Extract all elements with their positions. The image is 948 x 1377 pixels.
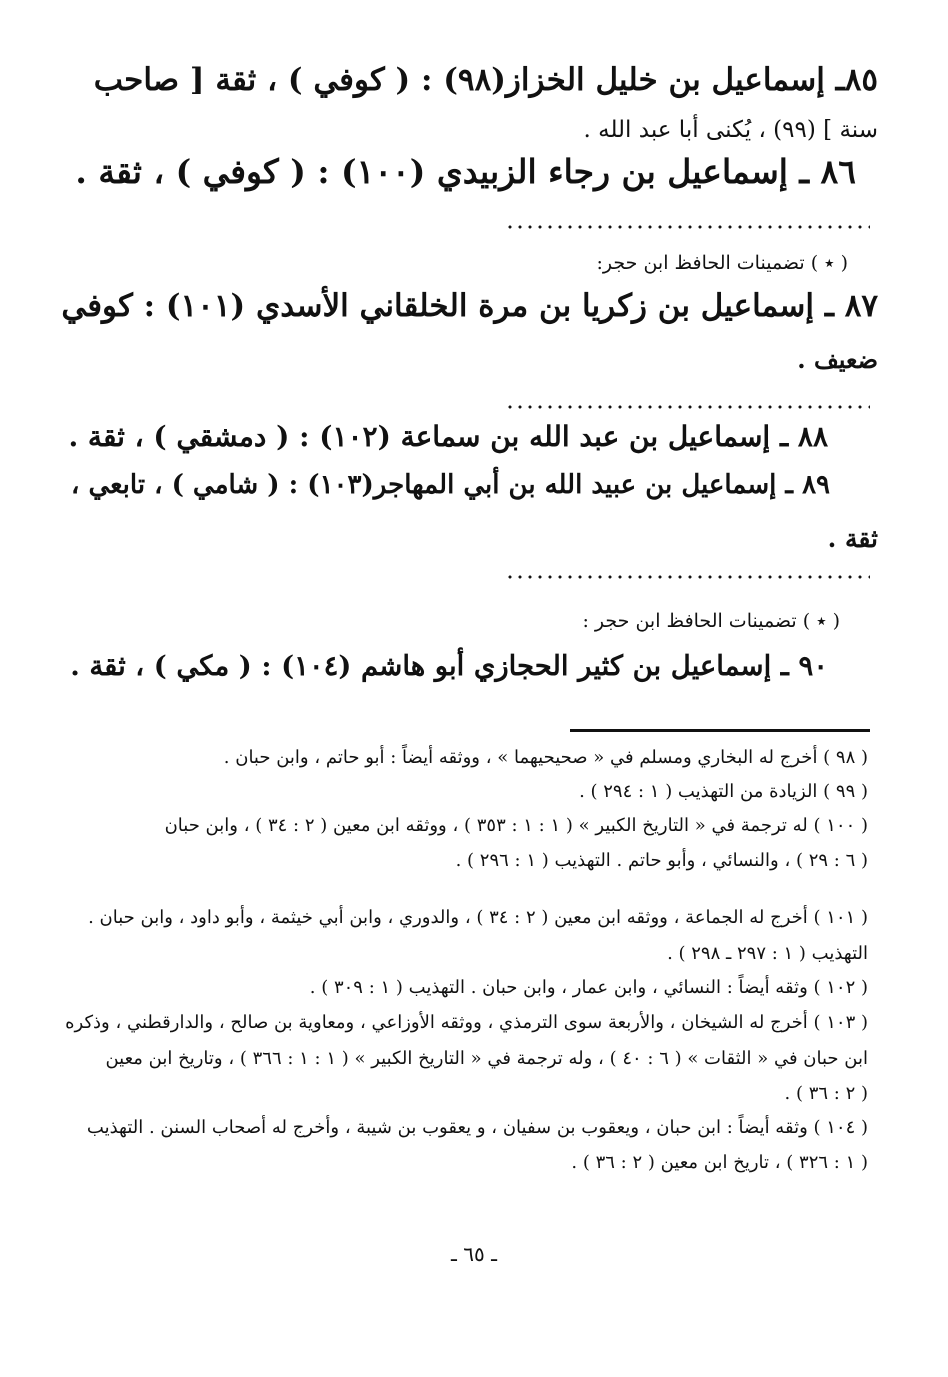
footnote-103-line-1: ( ١٠٣ ) أخرج له الشيخان ، والأربعة سوى الترمذي ، ووثقه الأوزاعي ، ومعاوية بن صالح ، والدارقطني ، وذكره bbox=[65, 1012, 868, 1033]
dotted-separator bbox=[505, 575, 870, 579]
entry-85-line-1: ٨٥ـ إسماعيل بن خليل الخزاز(٩٨) : ( كوفي ) ، ثقة [ صاحب bbox=[93, 62, 878, 98]
footnote-100-line-2: ( ٦ : ٢٩ ) ، والنسائي ، وأبو حاتم . التهذيب ( ١ : ٢٩٦ ) . bbox=[455, 850, 868, 871]
footnote-98: ( ٩٨ ) أخرج له البخاري ومسلم في « صحيحيهما » ، ووثقه أيضاً : أبو حاتم ، وابن حبان . bbox=[223, 747, 868, 768]
footnote-99: ( ٩٩ ) الزيادة من التهذيب ( ١ : ٢٩٤ ) . bbox=[579, 781, 868, 802]
entry-85-line-2: سنة ] (٩٩) ، يُكنى أبا عبد الله . bbox=[583, 117, 878, 143]
entry-87-line-1: ٨٧ ـ إسماعيل بن زكريا بن مرة الخلقاني الأسدي (١٠١) : كوفي bbox=[61, 288, 878, 324]
entry-88: ٨٨ ـ إسماعيل بن عبد الله بن سماعة (١٠٢) : ( دمشقي ) ، ثقة . bbox=[68, 420, 828, 453]
entry-90: ٩٠ ـ إسماعيل بن كثير الحجازي أبو هاشم (١٠٤) : ( مكي ) ، ثقة . bbox=[70, 650, 828, 682]
dotted-separator bbox=[505, 405, 870, 409]
footnote-104-line-1: ( ١٠٤ ) وثقه أيضاً : ابن حبان ، ويعقوب بن سفيان ، و يعقوب بن شيبة ، وأخرج له أصحاب السنن . التهذيب bbox=[86, 1117, 868, 1138]
page-number: ـ ٦٥ ـ bbox=[451, 1242, 497, 1266]
footnote-103-line-2: ابن حبان في « الثقات » ( ٦ : ٤٠ ) ، وله ترجمة في « التاريخ الكبير » ( ١ : ١ : ٣٦٦ ) ، وتاريخ ابن معين bbox=[105, 1048, 868, 1069]
footnote-100-line-1: ( ١٠٠ ) له ترجمة في « التاريخ الكبير » ( ١ : ١ : ٣٥٣ ) ، ووثقه ابن معين ( ٢ : ٣٤ ) ، وابن حبان bbox=[164, 815, 868, 836]
footnote-104-line-2: ( ١ : ٣٢٦ ) ، تاريخ ابن معين ( ٢ : ٣٦ ) . bbox=[571, 1152, 868, 1173]
footnote-101-line-2: التهذيب ( ١ : ٢٩٧ ـ ٢٩٨ ) . bbox=[667, 943, 868, 964]
footnote-102: ( ١٠٢ ) وثقه أيضاً : النسائي ، وابن عمار ، وابن حبان . التهذيب ( ١ : ٣٠٩ ) . bbox=[309, 977, 868, 998]
entry-89-line-2: ثقة . bbox=[827, 524, 878, 553]
footnote-101-line-1: ( ١٠١ ) أخرج له الجماعة ، ووثقه ابن معين ( ٢ : ٣٤ ) ، والدوري ، وابن أبي خيثمة ، وأبو داود ، وابن حبان . bbox=[88, 907, 868, 928]
entry-86: ٨٦ ـ إسماعيل بن رجاء الزبيدي (١٠٠) : ( كوفي ) ، ثقة . bbox=[75, 152, 856, 191]
entry-89-line-1: ٨٩ ـ إسماعيل بن عبيد الله بن أبي المهاجر(١٠٣) : ( شامي ) ، تابعي ، bbox=[71, 470, 830, 500]
dotted-separator bbox=[505, 225, 870, 229]
footnote-rule bbox=[570, 729, 870, 732]
footnote-103-line-3: ( ٢ : ٣٦ ) . bbox=[784, 1083, 868, 1104]
editor-note: ( ٭ ) تضمينات الحافظ ابن حجر: bbox=[596, 252, 848, 274]
entry-87-line-2: ضعيف . bbox=[797, 345, 878, 374]
editor-note: ( ٭ ) تضمينات الحافظ ابن حجر : bbox=[582, 610, 840, 632]
